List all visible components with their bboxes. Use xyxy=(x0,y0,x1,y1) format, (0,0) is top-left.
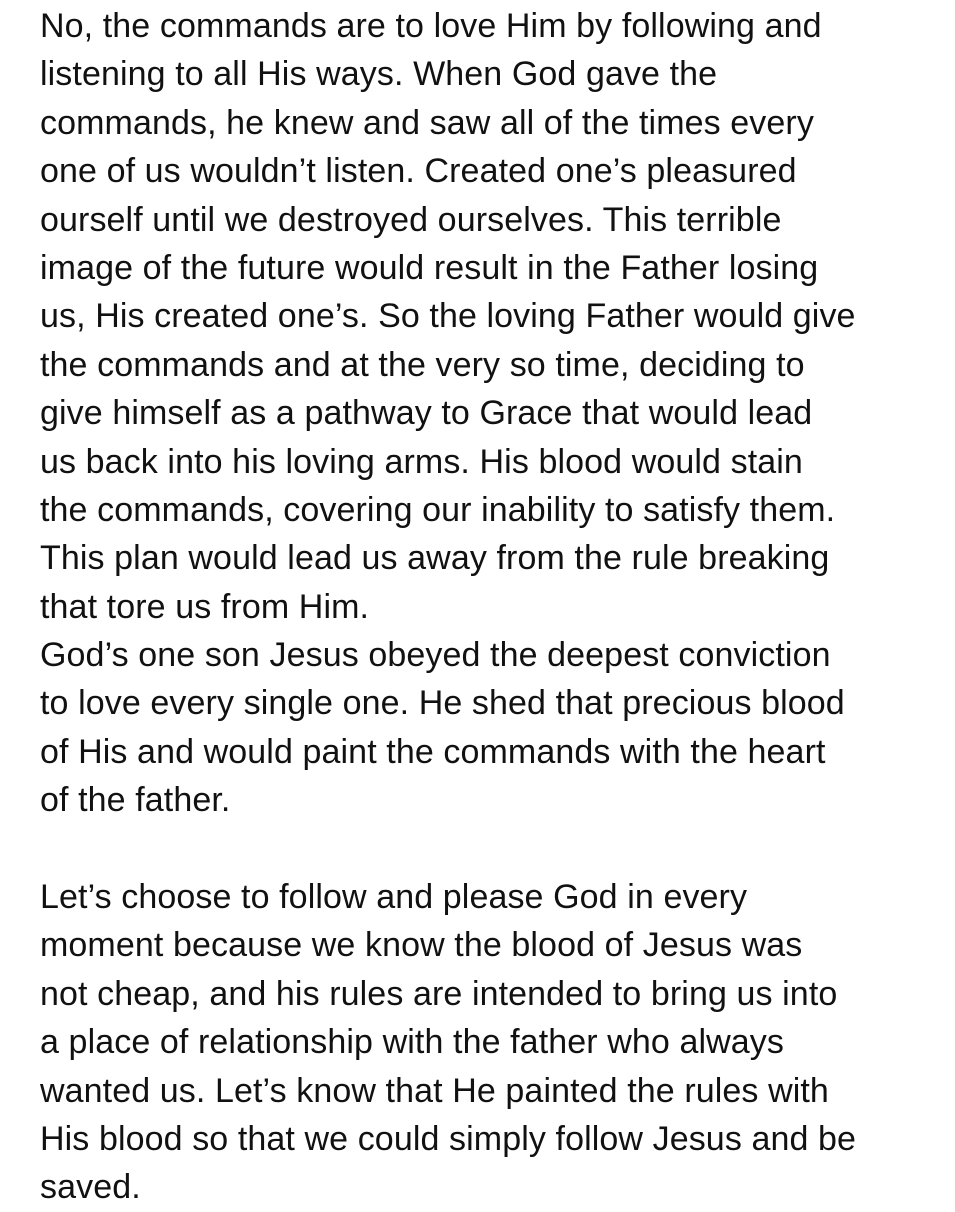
paragraph-spacer xyxy=(40,825,940,873)
text-line: one of us wouldn’t listen. Created one’s pleasured xyxy=(40,152,797,191)
paragraph-3 xyxy=(40,873,940,1212)
text-line: His blood so that we could simply follow Jesus and be xyxy=(40,1119,857,1158)
text-line: God’s one son Jesus obeyed the deepest conviction xyxy=(40,636,831,675)
text-line: moment because we know the blood of Jesus was xyxy=(40,926,803,965)
text-line: that tore us from Him. xyxy=(40,587,370,626)
text-line: us, His created one’s. So the loving Father would give xyxy=(40,297,856,336)
text-line: of the father. xyxy=(40,781,231,820)
text-line: listening to all His ways. When God gave the xyxy=(40,55,718,94)
text-line: to love every single one. He shed that precious blood xyxy=(40,684,845,723)
text-line: us back into his loving arms. His blood would stain xyxy=(40,442,803,481)
text-line: not cheap, and his rules are intended to bring us into xyxy=(40,974,838,1013)
text-line: No, the commands are to love Him by following and xyxy=(40,7,822,45)
paragraph-2 xyxy=(40,631,940,825)
text-line: Let’s choose to follow and please God in every xyxy=(40,878,748,917)
text-line: the commands and at the very so time, deciding to xyxy=(40,345,805,384)
text-line: a place of relationship with the father who always xyxy=(40,1023,784,1062)
text-line: image of the future would result in the Father losing xyxy=(40,248,819,287)
text-line: give himself as a pathway to Grace that would lead xyxy=(40,394,813,433)
paragraph-1 xyxy=(40,2,940,631)
note-text xyxy=(40,2,940,1212)
text-line: commands, he knew and saw all of the times every xyxy=(40,103,814,142)
text-line: wanted us. Let’s know that He painted the rules with xyxy=(40,1071,829,1110)
text-line: the commands, covering our inability to satisfy them. xyxy=(40,490,836,529)
text-line: saved. xyxy=(40,1168,141,1207)
text-line: ourself until we destroyed ourselves. This terrible xyxy=(40,200,782,239)
text-line: of His and would paint the commands with the heart xyxy=(40,732,826,771)
text-line: This plan would lead us away from the rule breaking xyxy=(40,539,830,578)
